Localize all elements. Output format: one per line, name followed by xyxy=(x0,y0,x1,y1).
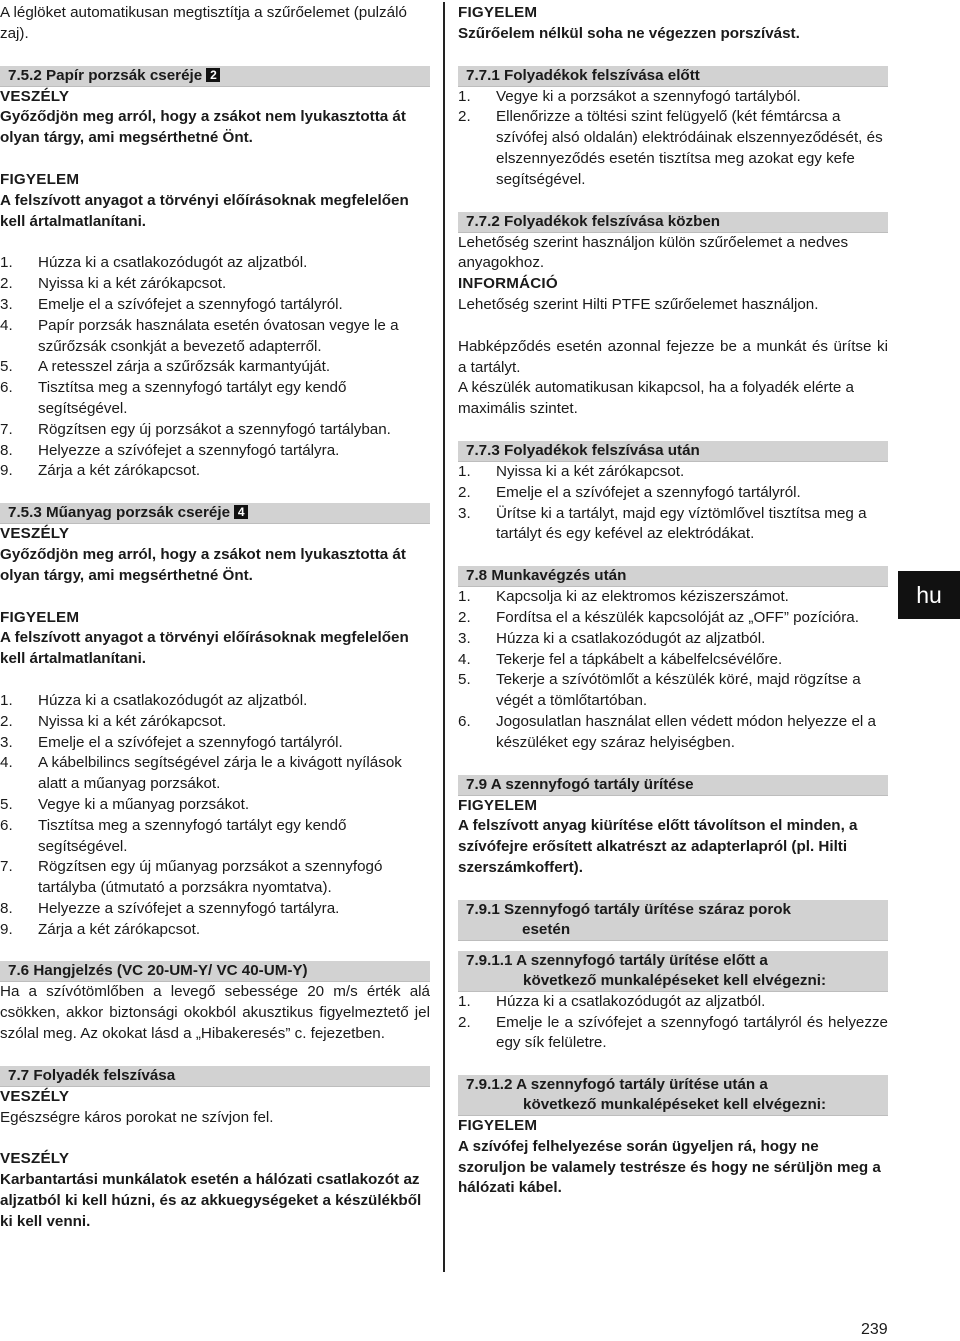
attention-label: FIGYELEM xyxy=(458,4,538,21)
list-item: 5. Tekerje a szívótömlőt a készülék köré, majd rögzítse a végét a tömlőtartóban. xyxy=(458,671,861,710)
section-heading-7-9: 7.9 A szennyfogó tartály ürítése xyxy=(458,775,888,796)
list-item: 1. Kapcsolja ki az elektromos kéziszerszámot. xyxy=(458,588,789,606)
list-item: 5. Vegye ki a műanyag porzsákot. xyxy=(0,795,250,813)
steps-list-7-5-2 xyxy=(0,253,430,482)
list-item: 2. Nyissa ki a két zárókapcsot. xyxy=(0,275,227,293)
paragraph: Habképződés esetén azonnal fejezze be a munkát és ürítse ki a tartályt. xyxy=(458,337,888,376)
section-heading-7-9-1-2: 7.9.1.2 A szennyfogó tartály ürítése után a következő munkalépéseket kell elvégezni: xyxy=(458,1075,888,1116)
section-heading-7-5-3: 7.5.3 Műanyag porzsák cseréje 4 xyxy=(0,503,430,524)
left-column xyxy=(0,0,430,1233)
section-heading-7-6: 7.6 Hangjelzés (VC 20-UM-Y/ VC 40-UM-Y) xyxy=(0,961,430,982)
list-item: 9. Zárja a két zárókapcsot. xyxy=(0,462,201,480)
section-heading-7-7-1: 7.7.1 Folyadékok felszívása előtt xyxy=(458,66,888,87)
list-item: 3. Húzza ki a csatlakozódugót az aljzatból. xyxy=(458,629,766,647)
list-item: 4. Papír porzsák használata esetén óvatosan vegye le a szűrőzsák csonkját a bevezető adapterről. xyxy=(0,316,399,355)
list-item: 1. Húzza ki a csatlakozódugót az aljzatból. xyxy=(458,992,766,1010)
list-item: 6. Tisztítsa meg a szennyfogó tartályt egy kendő segítségével. xyxy=(0,816,347,855)
attention-label: FIGYELEM xyxy=(458,796,538,814)
section-heading-7-9-1: 7.9.1 Szennyfogó tartály ürítése száraz porok esetén xyxy=(458,900,888,941)
list-item: 3. Ürítse ki a tartályt, majd egy víztömlővel tisztítsa meg a tartályt és egy kefével az elektródákat. xyxy=(458,504,867,543)
paragraph: Lehetőség szerint használjon külön szűrőelemet a nedves anyagokhoz. xyxy=(458,233,849,272)
list-item: 2. Ellenőrizze a töltési szint felügyelő (két fémtárcsa a szívófej alsó oldalán) elektródáinak elszennyeződését, és elszennyeződés esetén tisztítsa meg azokat egy kefe segítségével. xyxy=(458,108,883,188)
list-item: 4. A kábelbilincs segítségével zárja le a kivágott nyílások alatt a műanyag porzsákot. xyxy=(0,754,402,793)
attention-text: A felszívott anyagot a törvényi előírásoknak megfelelően kell ártalmatlanítani. xyxy=(0,191,409,230)
danger-label: VESZÉLY xyxy=(0,87,70,105)
section-heading-7-9-1-1: 7.9.1.1 A szennyfogó tartály ürítése előtt a következő munkalépéseket kell elvégezni: xyxy=(458,951,888,992)
list-item: 2. Nyissa ki a két zárókapcsot. xyxy=(0,712,227,730)
list-item: 1. Nyissa ki a két zárókapcsot. xyxy=(458,462,685,480)
danger-label: VESZÉLY xyxy=(0,525,70,543)
list-item: 1. Húzza ki a csatlakozódugót az aljzatból. xyxy=(0,691,308,709)
section-heading-7-7-2: 7.7.2 Folyadékok felszívása közben xyxy=(458,212,888,233)
list-item: 5. A retesszel zárja a szűrőzsák karmantyúját. xyxy=(0,358,331,376)
list-item: 3. Emelje el a szívófejet a szennyfogó tartályról. xyxy=(0,295,343,313)
list-item: 9. Zárja a két zárókapcsot. xyxy=(0,920,201,938)
list-item: 2. Emelje le a szívófejet a szennyfogó tartályról és helyezze egy sík felületre. xyxy=(458,1013,888,1052)
steps-list-7-5-3 xyxy=(0,691,430,941)
steps-list-7-8 xyxy=(458,587,888,753)
figure-ref-badge: 4 xyxy=(234,505,248,519)
steps-list-7-7-1 xyxy=(458,87,888,191)
section-heading-7-7-3: 7.7.3 Folyadékok felszívása után xyxy=(458,441,888,462)
paragraph: A készülék automatikusan kikapcsol, ha a folyadék elérte a maximális szintet. xyxy=(458,379,854,418)
list-item: 8. Helyezze a szívófejet a szennyfogó tartályra. xyxy=(0,441,340,459)
attention-label: FIGYELEM xyxy=(0,608,80,626)
danger-text: Győződjön meg arról, hogy a zsákot nem lyukasztotta át olyan tárgy, ami megsérthetné Önt. xyxy=(0,108,406,147)
column-divider xyxy=(443,2,445,1272)
danger-text: Győződjön meg arról, hogy a zsákot nem lyukasztotta át olyan tárgy, ami megsérthetné Önt. xyxy=(0,545,406,584)
list-item: 1. Húzza ki a csatlakozódugót az aljzatból. xyxy=(0,254,308,272)
figure-ref-badge: 2 xyxy=(206,68,220,82)
list-item: 4. Tekerje fel a tápkábelt a kábelfelcsévélőre. xyxy=(458,650,783,668)
section-heading-7-7: 7.7 Folyadék felszívása xyxy=(0,1066,430,1087)
attention-text: A szívófej felhelyezése során ügyeljen rá, hogy ne szoruljon be valamely testrésze és hogy ne sérüljön meg a hálózati kábel. xyxy=(458,1137,881,1197)
steps-list-7-7-3 xyxy=(458,462,888,545)
list-item: 7. Rögzítsen egy új műanyag porzsákot a szennyfogó tartályba (útmutató a porzsákra nyomtatva). xyxy=(0,858,383,897)
intro-text: A léglöket automatikusan megtisztítja a szűrőelemet (pulzáló zaj). xyxy=(0,4,407,42)
page-number: 239 xyxy=(861,1321,888,1338)
attention-text: A felszívott anyagot a törvényi előírásoknak megfelelően kell ártalmatlanítani. xyxy=(0,629,409,668)
list-item: 8. Helyezze a szívófejet a szennyfogó tartályra. xyxy=(0,899,340,917)
list-item: 1. Vegye ki a porzsákot a szennyfogó tartályból. xyxy=(458,87,801,105)
language-tab: hu xyxy=(898,571,960,619)
attention-label: FIGYELEM xyxy=(0,170,80,188)
list-item: 2. Emelje el a szívófejet a szennyfogó tartályról. xyxy=(458,483,801,501)
attention-label: FIGYELEM xyxy=(458,1117,538,1135)
info-text: Lehetőség szerint Hilti PTFE szűrőelemet használjon. xyxy=(458,295,819,313)
info-label: INFORMÁCIÓ xyxy=(458,275,558,293)
list-item: 3. Emelje el a szívófejet a szennyfogó tartályról. xyxy=(0,733,343,751)
list-item: 2. Fordítsa el a készülék kapcsolóját az „OFF” pozícióra. xyxy=(458,608,859,626)
danger-text: Karbantartási munkálatok esetén a hálózati csatlakozót az aljzatból ki kell húzni, és az akkuegységeket a készülékből ki kell venni. xyxy=(0,1171,422,1230)
danger-text: Egészségre káros porokat ne szívjon fel. xyxy=(0,1108,274,1126)
danger-label: VESZÉLY xyxy=(0,1087,70,1105)
paragraph: Ha a szívótömlőben a levegő sebessége 20 m/s érték alá csökken, akkor biztonsági okokból akusztikus figyelmeztető jel szólal meg. Az okokat lásd a „Hibakeresés” c. fejezetben. xyxy=(0,983,430,1043)
list-item: 6. Jogosulatlan használat ellen védett módon helyezze el a készüléket egy száraz helyiségben. xyxy=(458,712,876,751)
list-item: 6. Tisztítsa meg a szennyfogó tartályt egy kendő segítségével. xyxy=(0,379,347,417)
section-heading-7-5-2: 7.5.2 Papír porzsák cseréje 2 xyxy=(0,66,430,87)
section-heading-7-8: 7.8 Munkavégzés után xyxy=(458,566,888,587)
steps-list-7-9-1-1 xyxy=(458,992,888,1054)
right-column xyxy=(458,0,888,1199)
list-item: 7. Rögzítsen egy új porzsákot a szennyfogó tartályban. xyxy=(0,420,391,438)
attention-text: Szűrőelem nélkül soha ne végezzen porszívást. xyxy=(458,24,800,42)
danger-label: VESZÉLY xyxy=(0,1150,70,1168)
attention-text: A felszívott anyag kiürítése előtt távolítson el minden, a szívófejre erősített alkatrészt az adapterlapról (pl. Hilti szerszámkoffert). xyxy=(458,817,858,876)
